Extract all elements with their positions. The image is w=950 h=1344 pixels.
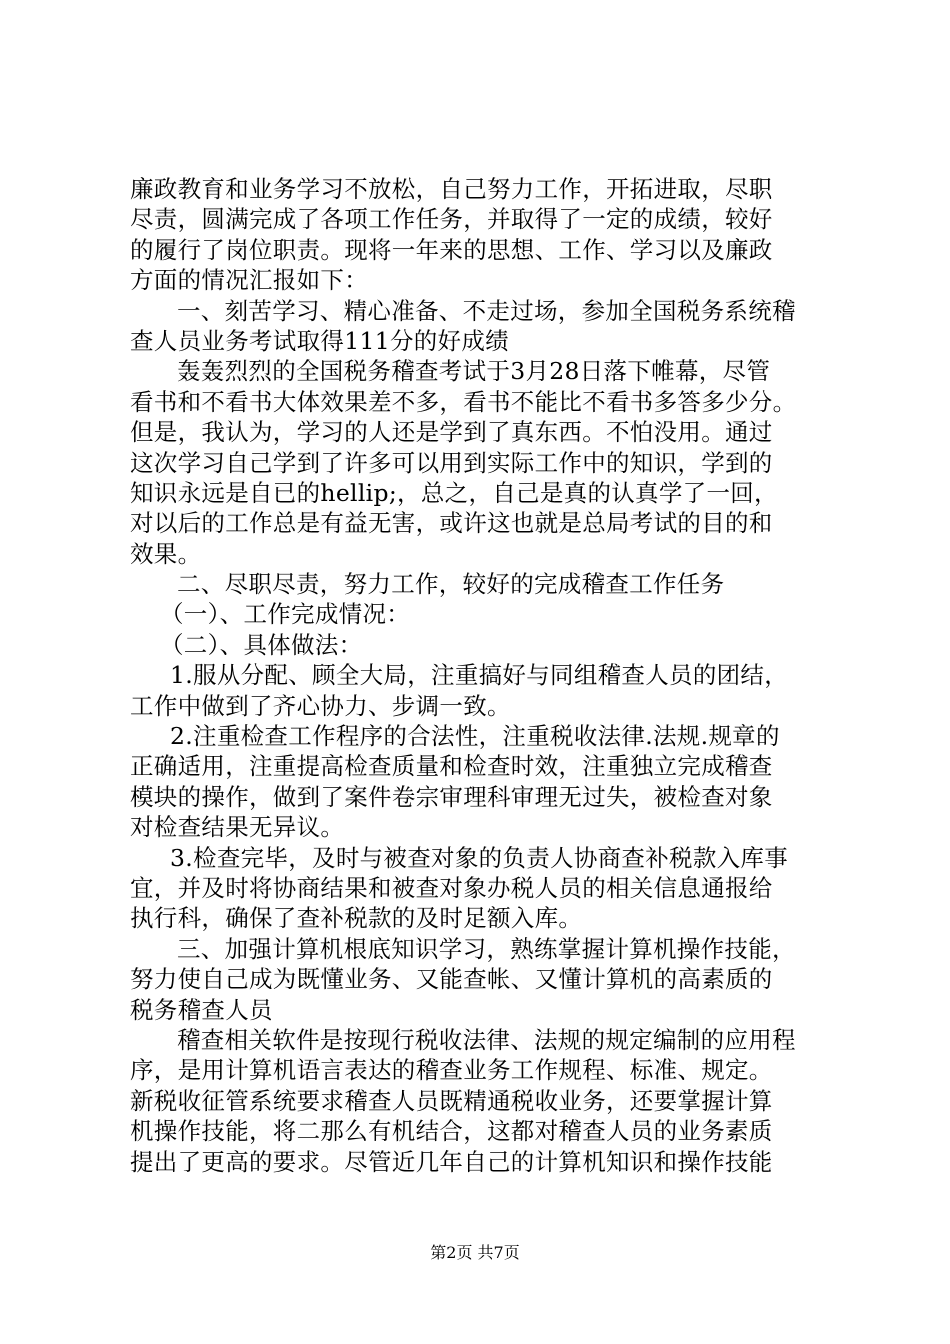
list-item-line: 宜，并及时将协商结果和被查对象办税人员的相关信息通报给 — [130, 873, 773, 902]
section-heading-line: 二、尽职尽责，努力工作，较好的完成稽查工作任务 — [177, 570, 725, 599]
section-heading-line: 一、刻苦学习、精心准备、不走过场，参加全国税务系统稽 — [177, 296, 796, 325]
body-line: 尽责，圆满完成了各项工作任务，并取得了一定的成绩，较好 — [130, 205, 773, 234]
body-line: 看书和不看书大体效果差不多，看书不能比不看书多答多少分。 — [130, 387, 797, 416]
body-line: 新税收征管系统要求稽查人员既精通税收业务，还要掌握计算 — [130, 1086, 773, 1115]
body-line: 序，是用计算机语言表达的稽查业务工作规程、标准、规定。 — [130, 1056, 773, 1085]
subsection-heading-line: （一）、工作完成情况： — [160, 600, 411, 629]
list-item-line: 正确适用，注重提高检查质量和检查时效，注重独立完成稽查 — [130, 752, 773, 781]
body-line: 但是，我认为，学习的人还是学到了真东西。不怕没用。通过 — [130, 418, 773, 447]
list-item-line: 3.检查完毕，及时与被查对象的负责人协商查补税款入库事 — [170, 843, 789, 872]
body-line: 轰轰烈烈的全国税务稽查考试于3月28日落下帷幕，尽管 — [177, 357, 771, 386]
document-body — [130, 174, 830, 1177]
list-item-line: 2.注重检查工作程序的合法性，注重税收法律.法规.规章的 — [170, 722, 780, 751]
body-line: 机操作技能，将二那么有机结合，这都对稽查人员的业务素质 — [130, 1117, 773, 1146]
page-footer — [0, 1243, 950, 1263]
section-heading-line: 三、加强计算机根底知识学习，熟练掌握计算机操作技能， — [177, 934, 796, 963]
body-line: 效果。 — [130, 539, 202, 568]
body-line: 这次学习自己学到了许多可以用到实际工作中的知识，学到的 — [130, 448, 773, 477]
body-line: 方面的情况汇报如下： — [130, 266, 368, 295]
body-line: 稽查相关软件是按现行税收法律、法规的规定编制的应用程 — [177, 1025, 796, 1054]
body-line: 知识永远是自已的hellip;，总之，自己是真的认真学了一回， — [130, 478, 778, 507]
subsection-heading-line: （二）、具体做法： — [160, 630, 363, 659]
body-line: 的履行了岗位职责。现将一年来的思想、工作、学习以及廉政 — [130, 235, 773, 264]
list-item-line: 模块的操作，做到了案件卷宗审理科审理无过失，被检查对象 — [130, 782, 773, 811]
section-heading-line: 查人员业务考试取得111分的好成绩 — [130, 326, 509, 355]
body-line: 廉政教育和业务学习不放松，自己努力工作，开拓进取，尽职 — [130, 175, 773, 203]
body-line: 对以后的工作总是有益无害，或许这也就是总局考试的目的和 — [130, 509, 773, 538]
list-item-line: 工作中做到了齐心协力、步调一致。 — [130, 691, 511, 720]
list-item-line: 执行科，确保了查补税款的及时足额入库。 — [130, 904, 583, 933]
section-heading-line: 努力使自己成为既懂业务、又能查帐、又懂计算机的高素质的 — [130, 965, 773, 994]
section-heading-line: 税务稽查人员 — [130, 995, 273, 1024]
list-item-line: 1.服从分配、顾全大局，注重搞好与同组稽查人员的团结， — [170, 661, 789, 690]
page-number: 第2页 共7页 — [430, 1243, 520, 1262]
list-item-line: 对检查结果无异议。 — [130, 813, 345, 842]
body-line: 提出了更高的要求。尽管近几年自己的计算机知识和操作技能 — [130, 1147, 773, 1176]
